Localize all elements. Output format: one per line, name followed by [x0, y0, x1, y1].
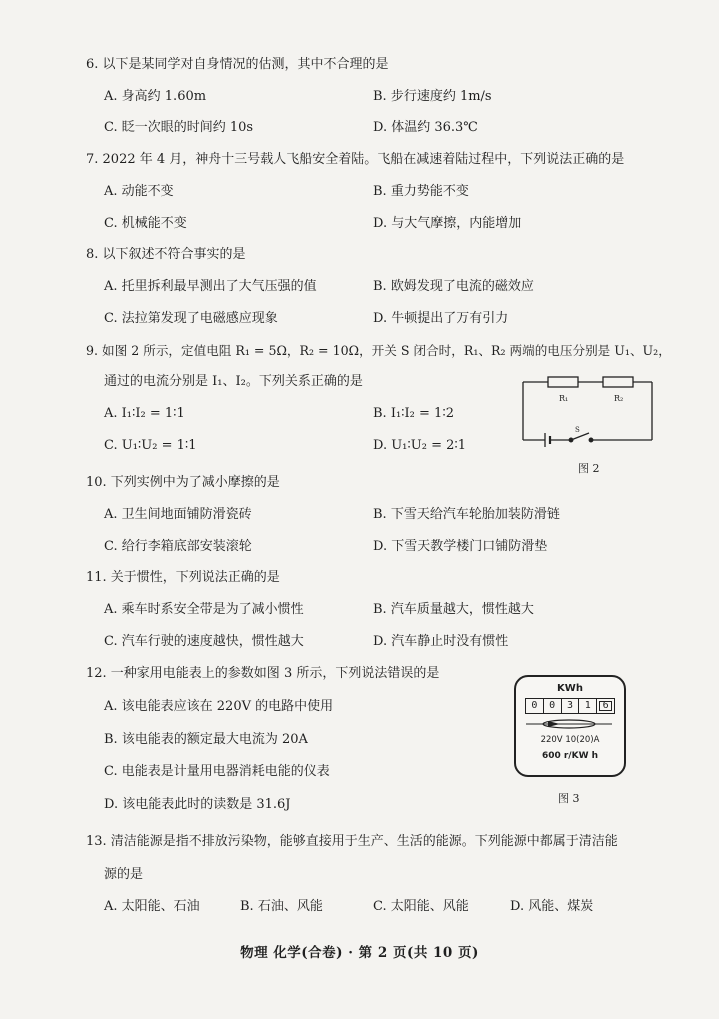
meter-constant: 600 r/KW h [541, 751, 599, 761]
q10-option-b: B. 下雪天给汽车轮胎加装防滑链 [373, 507, 560, 522]
q6-option-b: B. 步行速度约 1m/s [373, 89, 492, 104]
q10-option-d: D. 下雪天教学楼门口铺防滑垫 [373, 539, 548, 554]
figure-2-circuit [515, 370, 660, 450]
q9-option-a: A. I₁∶I₂ = 1∶1 [104, 406, 185, 421]
q7-option-c: C. 机械能不变 [104, 216, 187, 231]
q9-stem: 9. 如图 2 所示，定值电阻 R₁ = 5Ω，R₂ = 10Ω，开关 S 闭合时，R₁、R₂ 两端的电压分别是 U₁、U₂， [86, 343, 671, 358]
q12-stem: 12. 一种家用电能表上的参数如图 3 所示，下列说法错误的是 [86, 666, 440, 681]
q12-option-c: C. 电能表是计量用电器消耗电能的仪表 [104, 764, 330, 779]
q8-option-d: D. 牛顿提出了万有引力 [373, 311, 509, 326]
q13-option-a: A. 太阳能、石油 [104, 899, 200, 914]
label-r2: R₂ [614, 394, 624, 403]
meter-digit: 0 [526, 699, 544, 713]
label-s: S [575, 426, 580, 434]
meter-digit: 3 [562, 699, 580, 713]
figure-2-caption: 图 2 [578, 462, 600, 475]
q12-option-d: D. 该电能表此时的读数是 31.6J [104, 797, 291, 812]
q6-option-d: D. 体温约 36.3℃ [373, 120, 478, 135]
q6-option-a: A. 身高约 1.60m [104, 89, 207, 104]
figure-3-meter [514, 675, 626, 777]
q13-stem-continued: 源的是 [104, 867, 144, 882]
meter-counter [525, 698, 615, 714]
q12-option-a: A. 该电能表应该在 220V 的电路中使用 [104, 699, 334, 714]
q10-stem: 10. 下列实例中为了减小摩擦的是 [86, 475, 280, 490]
q11-option-b: B. 汽车质量越大，惯性越大 [373, 602, 534, 617]
switch-s [571, 433, 589, 440]
q10-option-c: C. 给行李箱底部安装滚轮 [104, 539, 252, 554]
q6-stem: 6. 以下是某同学对自身情况的估测，其中不合理的是 [86, 57, 389, 72]
label-r1: R₁ [559, 394, 569, 403]
resistor-r1 [548, 377, 578, 387]
q13-option-d: D. 风能、煤炭 [510, 899, 594, 914]
q9-stem-continued: 通过的电流分别是 I₁、I₂。下列关系正确的是 [104, 374, 363, 389]
q9-option-d: D. U₁∶U₂ = 2∶1 [373, 438, 467, 453]
q13-option-b: B. 石油、风能 [240, 899, 323, 914]
q11-stem: 11. 关于惯性，下列说法正确的是 [86, 570, 280, 585]
meter-digit-decimal: 6 [597, 699, 614, 713]
page-footer: 物理 化学(合卷) · 第 2 页(共 10 页) [240, 945, 479, 961]
q7-stem: 7. 2022 年 4 月，神舟十三号载人飞船安全着陆。飞船在减速着陆过程中，下列说法正确的是 [86, 152, 625, 167]
q11-option-c: C. 汽车行驶的速度越快，惯性越大 [104, 634, 304, 649]
figure-3-caption: 图 3 [558, 792, 580, 805]
meter-digit: 1 [579, 699, 597, 713]
meter-digit: 0 [544, 699, 562, 713]
meter-disc-icon [526, 717, 612, 731]
q9-option-b: B. I₁∶I₂ = 1∶2 [373, 406, 454, 421]
q8-stem: 8. 以下叙述不符合事实的是 [86, 247, 246, 262]
q10-option-a: A. 卫生间地面铺防滑瓷砖 [104, 507, 252, 522]
q8-option-a: A. 托里拆利最早测出了大气压强的值 [104, 279, 317, 294]
q11-option-d: D. 汽车静止时没有惯性 [373, 634, 509, 649]
q13-option-c: C. 太阳能、风能 [373, 899, 469, 914]
meter-rating: 220V 10(20)A [540, 735, 600, 745]
q7-option-a: A. 动能不变 [104, 184, 174, 199]
meter-unit: KWh [557, 683, 583, 694]
q12-option-b: B. 该电能表的额定最大电流为 20A [104, 732, 308, 747]
q6-option-c: C. 眨一次眼的时间约 10s [104, 120, 254, 135]
q7-option-b: B. 重力势能不变 [373, 184, 469, 199]
q11-option-a: A. 乘车时系安全带是为了减小惯性 [104, 602, 304, 617]
q13-stem: 13. 清洁能源是指不排放污染物，能够直接用于生产、生活的能源。下列能源中都属于清洁能 [86, 834, 618, 849]
q9-option-c: C. U₁∶U₂ = 1∶1 [104, 438, 197, 453]
resistor-r2 [603, 377, 633, 387]
q7-option-d: D. 与大气摩擦，内能增加 [373, 216, 522, 231]
q8-option-b: B. 欧姆发现了电流的磁效应 [373, 279, 534, 294]
q8-option-c: C. 法拉第发现了电磁感应现象 [104, 311, 278, 326]
